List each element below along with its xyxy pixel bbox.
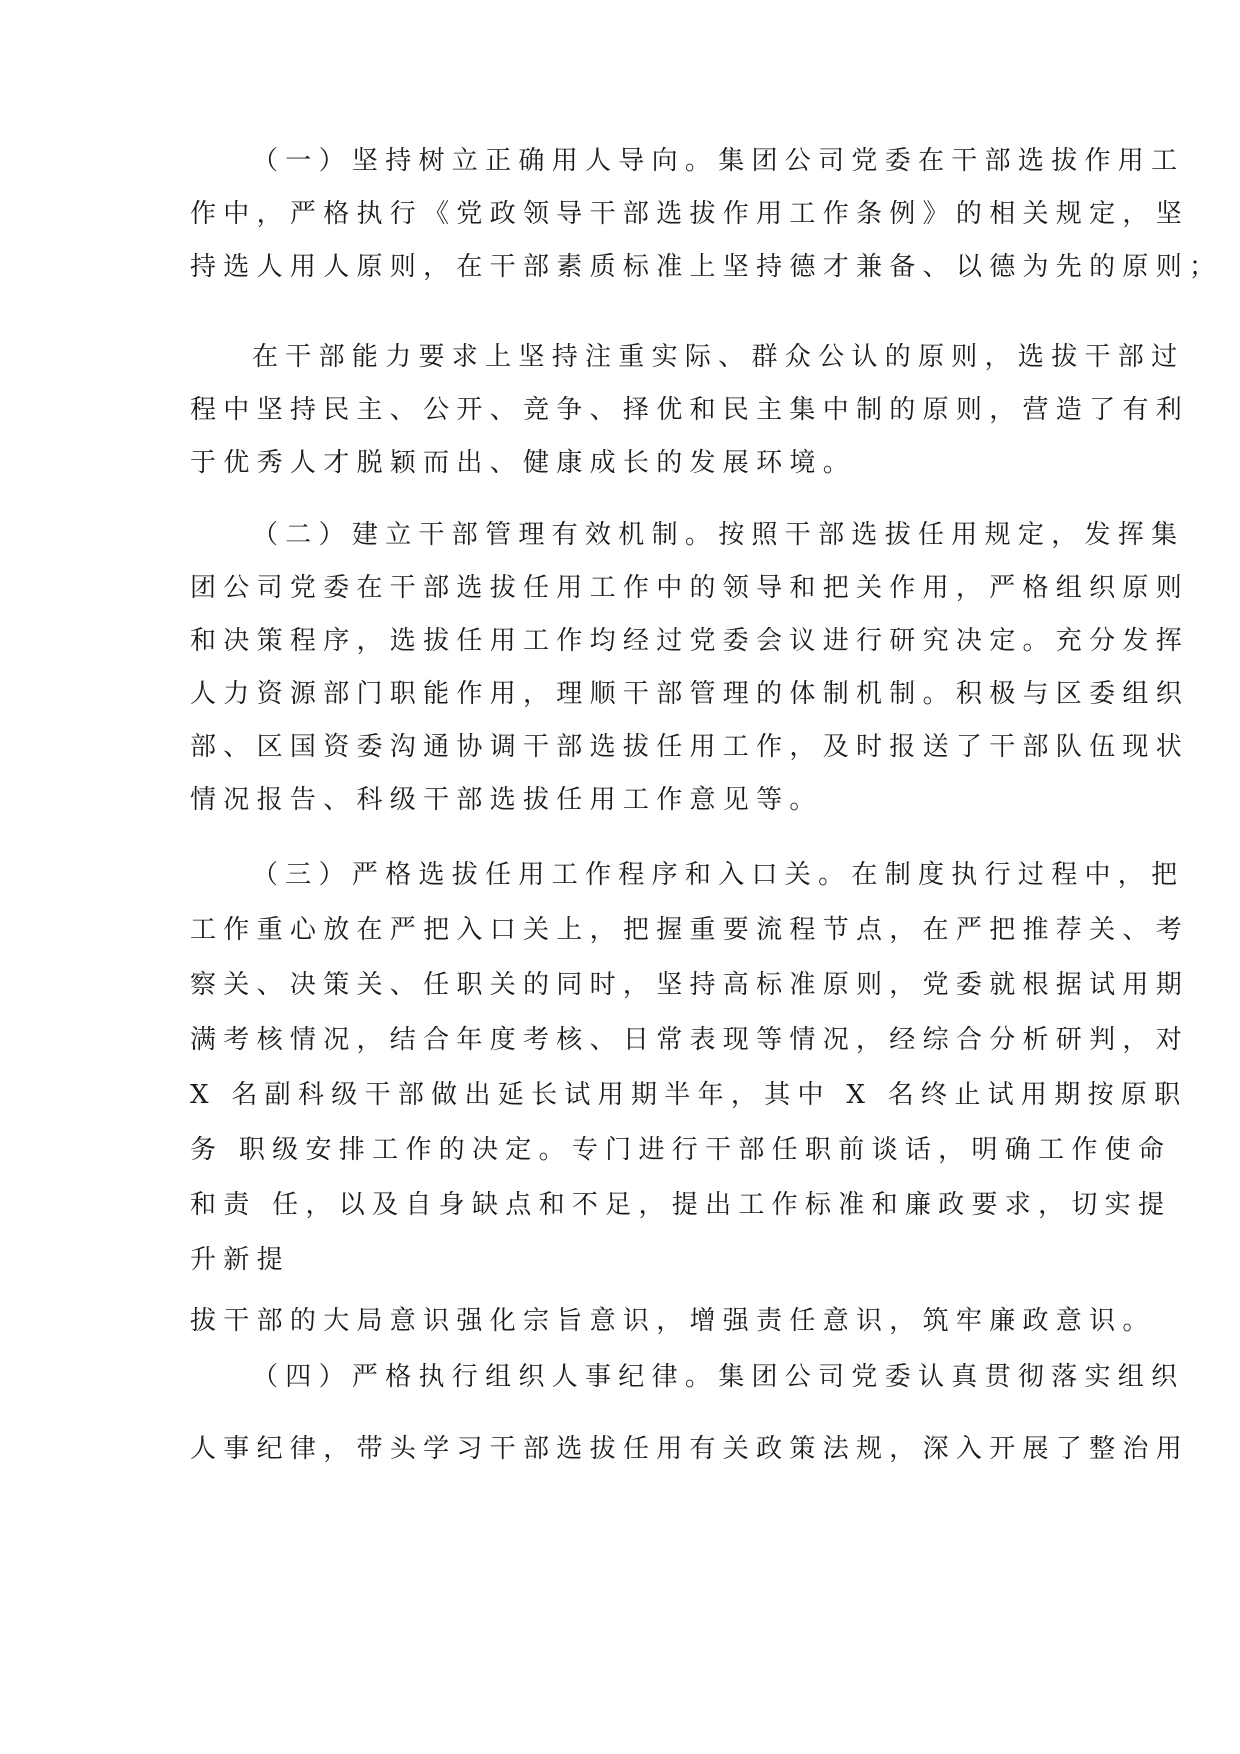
paragraph-5-line-2: 人事纪律，带头学习干部选拔任用有关政策法规，深入开展了整治用: [190, 1434, 1190, 1464]
paragraph-1-line-1: （一）坚持树立正确用人导向。集团公司党委在干部选拔作用工: [252, 146, 1185, 176]
paragraph-2-line-1: 在干部能力要求上坚持注重实际、群众公认的原则，选拔干部过: [252, 342, 1185, 372]
paragraph-3-line-6: 情况报告、科级干部选拔任用工作意见等。: [190, 785, 823, 815]
paragraph-1-line-2: 作中，严格执行《党政领导干部选拔作用工作条例》的相关规定，坚: [190, 199, 1190, 229]
paragraph-3-line-5: 部、区国资委沟通协调干部选拔任用工作，及时报送了干部队伍现状: [190, 732, 1190, 762]
paragraph-1-line-3: 持选人用人原则，在干部素质标准上坚持德才兼备、以德为先的原则；: [190, 252, 1223, 282]
paragraph-3-line-4: 人力资源部门职能作用，理顺干部管理的体制机制。积极与区委组织: [190, 679, 1190, 709]
paragraph-4-line-1: （三）严格选拔任用工作程序和入口关。在制度执行过程中，把: [252, 860, 1185, 890]
paragraph-5-line-1: （四）严格执行组织人事纪律。集团公司党委认真贯彻落实组织: [252, 1362, 1185, 1392]
paragraph-4-line-2: 工作重心放在严把入口关上，把握重要流程节点，在严把推荐关、考: [190, 915, 1190, 945]
paragraph-4-line-7: 和责 任，以及自身缺点和不足，提出工作标准和廉政要求，切实提: [190, 1190, 1172, 1220]
paragraph-4-line-4: 满考核情况，结合年度考核、日常表现等情况，经综合分析研判，对: [190, 1025, 1190, 1055]
paragraph-4-line-9: 拔干部的大局意识强化宗旨意识，增强责任意识，筑牢廉政意识。: [190, 1306, 1156, 1336]
paragraph-3-line-1: （二）建立干部管理有效机制。按照干部选拔任用规定，发挥集: [252, 520, 1185, 550]
paragraph-4-line-8: 升新提: [190, 1245, 290, 1275]
paragraph-2-line-2: 程中坚持民主、公开、竞争、择优和民主集中制的原则，营造了有利: [190, 395, 1190, 425]
paragraph-2-line-3: 于优秀人才脱颖而出、健康成长的发展环境。: [190, 448, 857, 478]
paragraph-3-line-3: 和决策程序，选拔任用工作均经过党委会议进行研究决定。充分发挥: [190, 626, 1190, 656]
paragraph-3-line-2: 团公司党委在干部选拔任用工作中的领导和把关作用，严格组织原则: [190, 573, 1190, 603]
paragraph-4-line-6: 务 职级安排工作的决定。专门进行干部任职前谈话，明确工作使命: [190, 1135, 1172, 1165]
paragraph-4-line-3: 察关、决策关、任职关的同时，坚持高标准原则，党委就根据试用期: [190, 970, 1190, 1000]
paragraph-4-line-5: X 名副科级干部做出延长试用期半年，其中 X 名终止试用期按原职: [190, 1080, 1188, 1110]
